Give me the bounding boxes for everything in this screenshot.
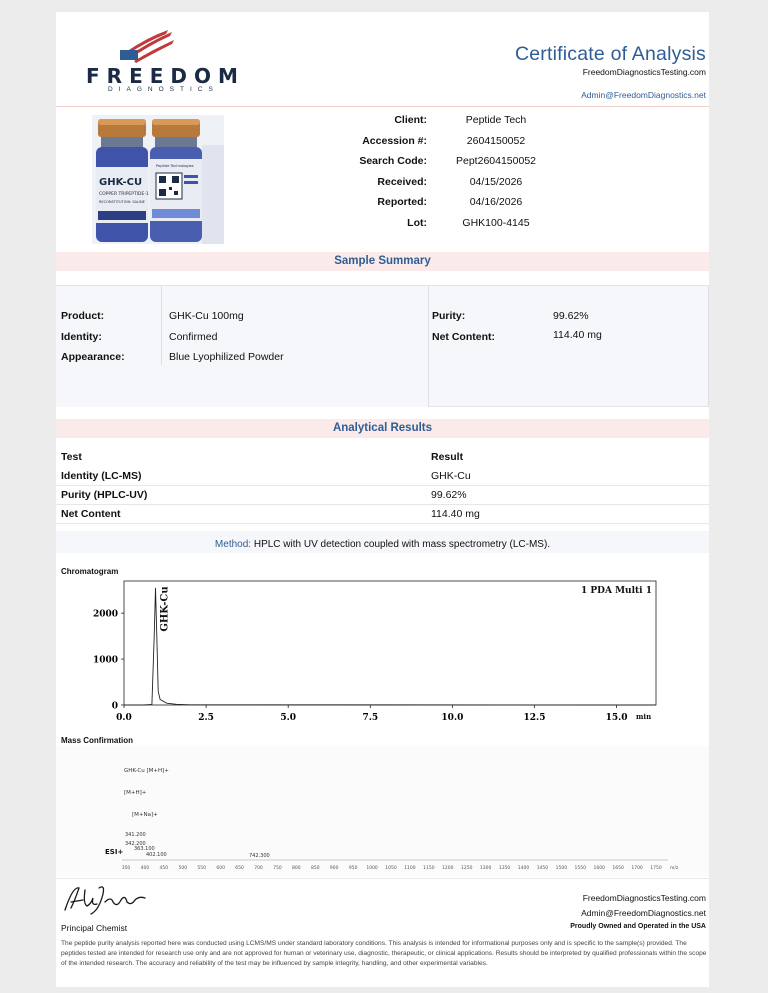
mz-tick-label: 350 [121,866,131,871]
info-label: Received: [377,176,427,188]
channel-label: 1 PDA Multi 1 [581,586,652,596]
info-row-accession [296,135,556,155]
mz-tick-label: 500 [178,866,188,871]
mz-tick-label: 1750 [650,866,662,871]
summary-label-identity: Identity: [61,331,102,343]
peak-mz-label: 402.100 [146,852,167,858]
peak-mz-label: 341.200 [125,832,146,838]
vial-label-main: GHK-CU [99,177,143,188]
peak-label: GHK-Cu [159,586,171,632]
product-photo [92,115,224,244]
results-table [56,448,709,538]
mz-tick-label: 1400 [517,866,530,871]
table-row [56,486,709,505]
mz-tick-label: 600 [216,866,225,871]
summary-label-net-content: Net Content: [432,331,495,343]
ion-label: [M+Na]+ [132,812,158,818]
info-value: Peptide Tech [465,114,527,126]
sample-summary-grid [56,285,709,407]
info-value: 04/15/2026 [469,176,523,188]
row-result: 99.62% [431,489,467,501]
mass-confirmation-label: Mass Confirmation [61,736,134,745]
info-value: GHK100-4145 [462,217,530,229]
mz-tick-label: 750 [273,866,282,871]
analytical-results-band [56,419,709,438]
method-text: HPLC with UV detection coupled with mass spectrometry (LC-MS). [253,539,551,550]
vial-label-line: RECONSTITUTION: SALINE [99,200,145,204]
website-link[interactable]: FreedomDiagnosticsTesting.com [582,67,706,77]
mz-tick-label: 900 [329,866,339,871]
chromatogram-trace [124,588,656,705]
mz-tick-label: 1700 [631,866,643,871]
section-title: Analytical Results [332,422,433,434]
x-tick-label: 12.5 [523,713,546,723]
x-tick-label: 15.0 [605,713,628,723]
mz-tick-label: 1200 [442,866,454,871]
mz-tick-label: 550 [197,866,207,871]
col-test: Test [61,451,82,463]
summary-value-product: GHK-Cu 100mg [169,310,244,322]
y-tick-label: 0 [111,701,118,712]
y-tick-label: 1000 [92,655,118,666]
x-tick-label: 2.5 [198,713,214,723]
summary-value-purity: 99.62% [553,310,589,322]
summary-value-net-content: 114.40 mg [553,329,602,341]
row-test: Purity (HPLC-UV) [61,489,148,501]
logo-wordmark: FREEDOM [86,64,245,88]
mz-tick-label: 400 [140,866,150,871]
x-unit-label: min [636,712,652,721]
ion-label: [M+H]+ [124,790,147,796]
method-key: Method: [214,539,252,550]
disclaimer-text: The peptide purity analysis reported here was conducted using LCMS/MS under standard laboratory conditions. This analysis is intended for informational purposes only and is specific to the sample(s) provided. The peptides tested are intended for research use only and are not approved for human or veterinary use, diagnostic, therapeutic, or clinical applications. Results should be interpreted by qualified professionals within the scope of the intended research. The accuracy and reliability of the test may be influenced by sample integrity, handling, and other experimental variables. [61,940,707,967]
row-test: Identity (LC-MS) [61,470,142,482]
info-row-search-code [296,155,556,175]
results-header [56,448,709,467]
x-tick-label: 10.0 [441,713,464,723]
mz-tick-label: 1350 [498,866,511,871]
footer-owned-note: Proudly Owned and Operated in the USA [570,923,706,930]
logo-subtitle: DIAGNOSTICS [108,86,219,93]
mz-unit-label: m/z [670,866,679,871]
mass-panel [56,746,709,876]
method-note [56,539,709,550]
sample-summary-band [56,252,709,271]
certificate-page [56,12,709,987]
peak-mz-label: 742.300 [249,853,270,859]
col-result: Result [431,451,464,463]
mz-tick-label: 700 [254,866,263,871]
mz-tick-label: 1500 [555,866,568,871]
info-value: Pept2604150052 [456,155,536,167]
x-tick-label: 7.5 [362,713,379,723]
summary-value-identity: Confirmed [169,331,218,343]
chromatogram-chart [76,577,666,727]
x-tick-label: 0.0 [116,713,132,723]
vial-brand: Peptide Technologies [156,164,194,168]
chromatogram-label: Chromatogram [61,567,119,576]
info-value: 2604150052 [466,135,526,147]
peak-mz-label: 342.200 [125,841,146,847]
info-label: Search Code: [359,155,427,167]
summary-label-product: Product: [61,310,105,322]
info-row-received [296,176,556,196]
mz-tick-label: 1550 [574,866,587,871]
mz-tick-label: 1000 [366,866,378,871]
mz-tick-label: 1650 [612,866,624,871]
x-tick-label: 5.0 [280,713,297,723]
info-label: Accession #: [362,135,427,147]
summary-value-appearance: Blue Lyophilized Powder [169,351,284,363]
summary-label-appearance: Appearance: [61,351,125,363]
esi-label: ESI+ [105,848,124,856]
mz-tick-label: 800 [292,866,301,871]
peak-mz-label: 363.100 [134,846,155,852]
section-title: Sample Summary [334,255,431,267]
mz-tick-label: 450 [159,866,169,871]
mz-tick-label: 1450 [536,866,549,871]
info-label: Reported: [377,196,427,208]
page-title: Certificate of Analysis [514,43,706,65]
table-row [56,467,709,486]
mass-spectrum [56,746,709,876]
mz-tick-label: 1050 [385,866,397,871]
mz-tick-label: 850 [310,866,320,871]
mz-tick-label: 650 [235,866,244,871]
row-result: GHK-Cu [431,470,471,482]
summary-label-purity: Purity: [432,310,466,322]
vial-label-sub: COPPER TRIPEPTIDE-1 [99,192,149,197]
email-link[interactable]: Admin@FreedomDiagnostics.net [581,90,706,100]
y-tick-label: 2000 [92,609,118,620]
info-row-reported [296,196,556,216]
mz-tick-label: 950 [348,866,358,871]
header-divider [56,106,709,107]
flag-logo-icon [114,28,176,64]
mz-tick-label: 1600 [593,866,605,871]
info-label: Lot: [407,217,427,229]
info-row-client [296,114,556,134]
row-result: 114.40 mg [431,508,480,520]
footer-email-link[interactable]: Admin@FreedomDiagnostics.net [581,908,706,918]
mz-tick-label: 1150 [423,866,435,871]
table-row [56,505,709,524]
row-test: Net Content [61,508,121,520]
mz-tick-label: 1300 [479,866,492,871]
info-row-lot [296,217,556,237]
mz-tick-label: 1250 [460,866,473,871]
info-value: 04/16/2026 [469,196,523,208]
chemist-role: Principal Chemist [61,923,128,933]
ion-label: GHK-Cu [M+H]+ [124,768,169,774]
footer-website-link[interactable]: FreedomDiagnosticsTesting.com [582,893,706,903]
info-label: Client: [394,114,427,126]
signature-image [61,880,151,918]
mz-tick-label: 1100 [404,866,416,871]
